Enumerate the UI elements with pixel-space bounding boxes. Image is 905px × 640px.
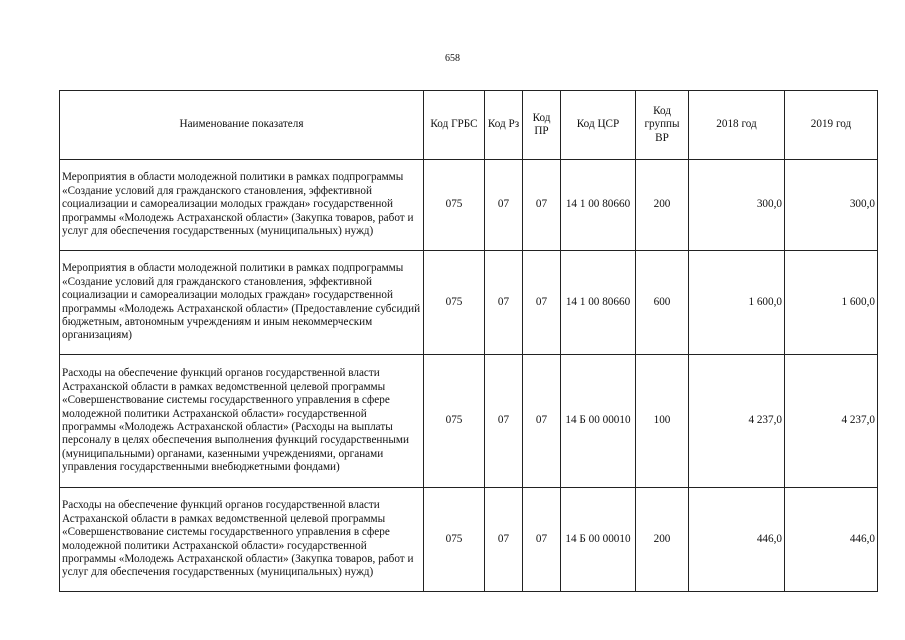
- row-csr: 14 1 00 80660: [561, 251, 636, 355]
- row-grbs: 075: [424, 355, 485, 488]
- budget-table: [59, 90, 878, 592]
- row-csr: 14 1 00 80660: [561, 160, 636, 251]
- table-row: [60, 488, 878, 592]
- row-csr: 14 Б 00 00010: [561, 488, 636, 592]
- row-grbs: 075: [424, 251, 485, 355]
- header-rz: Код Рз: [485, 91, 523, 160]
- row-vr: 200: [636, 160, 689, 251]
- row-2018: 300,0: [689, 160, 785, 251]
- row-csr: 14 Б 00 00010: [561, 355, 636, 488]
- row-2018: 1 600,0: [689, 251, 785, 355]
- row-2018: 446,0: [689, 488, 785, 592]
- row-name: Расходы на обеспечение функций органов государственной власти Астраханской области в рамках ведомственной целевой программы «Совершенствование системы государственного управления в сфере молодежной политики Астраханской области» государственной программы «Молодежь Астраханской области» (Закупка товаров, работ и услуг для обеспечения государственных (муниципальных) нужд): [60, 488, 424, 592]
- row-grbs: 075: [424, 160, 485, 251]
- row-vr: 100: [636, 355, 689, 488]
- row-pr: 07: [523, 251, 561, 355]
- row-name: Мероприятия в области молодежной политики в рамках подпрограммы «Создание условий для гражданского становления, эффективной социализации и самореализации молодых граждан» государственной программы «Молодежь Астраханской области» (Закупка товаров, работ и услуг для обеспечения государственных (муниципальных) нужд): [60, 160, 424, 251]
- row-pr: 07: [523, 160, 561, 251]
- row-rz: 07: [485, 251, 523, 355]
- header-vr: Код группы ВР: [636, 91, 689, 160]
- row-pr: 07: [523, 355, 561, 488]
- header-name: Наименование показателя: [60, 91, 424, 160]
- row-rz: 07: [485, 488, 523, 592]
- header-2018: 2018 год: [689, 91, 785, 160]
- row-2018: 4 237,0: [689, 355, 785, 488]
- row-name: Расходы на обеспечение функций органов государственной власти Астраханской области в рамках ведомственной целевой программы «Совершенствование системы государственного управления в сфере молодежной политики Астраханской области» государственной программы «Молодежь Астраханской области» (Расходы на выплаты персоналу в целях обеспечения выполнения функций государственными (муниципальными) органами, казенными учреждениями, органами управления государственными внебюджетными фондами): [60, 355, 424, 488]
- row-vr: 600: [636, 251, 689, 355]
- table-header-row: [60, 91, 878, 160]
- row-grbs: 075: [424, 488, 485, 592]
- row-name: Мероприятия в области молодежной политики в рамках подпрограммы «Создание условий для гражданского становления, эффективной социализации и самореализации молодых граждан» государственной программы «Молодежь Астраханской области» (Предоставление субсидий бюджетным, автономным учреждениям и иным некоммерческим организациям): [60, 251, 424, 355]
- header-csr: Код ЦСР: [561, 91, 636, 160]
- row-rz: 07: [485, 355, 523, 488]
- row-vr: 200: [636, 488, 689, 592]
- table-row: [60, 355, 878, 488]
- table-row: [60, 160, 878, 251]
- header-pr: Код ПР: [523, 91, 561, 160]
- row-2019: 446,0: [785, 488, 878, 592]
- header-2019: 2019 год: [785, 91, 878, 160]
- row-2019: 1 600,0: [785, 251, 878, 355]
- row-rz: 07: [485, 160, 523, 251]
- row-2019: 4 237,0: [785, 355, 878, 488]
- table-row: [60, 251, 878, 355]
- page-number: 658: [445, 53, 460, 64]
- row-pr: 07: [523, 488, 561, 592]
- header-grbs: Код ГРБС: [424, 91, 485, 160]
- row-2019: 300,0: [785, 160, 878, 251]
